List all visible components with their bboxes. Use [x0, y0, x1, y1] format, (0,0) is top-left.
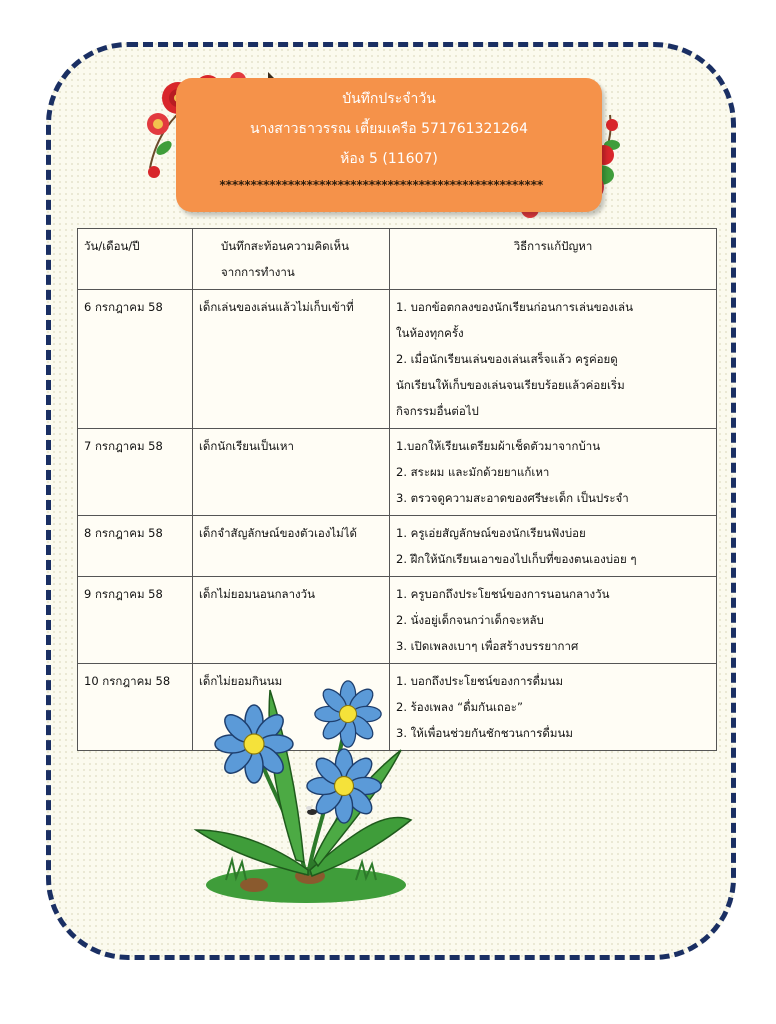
header-reflection-line2: จากการทำงาน — [221, 265, 295, 279]
row-date: 6 กรกฎาคม 58 — [78, 290, 193, 429]
solution-line: 3. ตรวจดูความสะอาดของศรีษะเด็ก เป็นประจำ — [396, 491, 629, 505]
header-solution: วิธีการแก้ปัญหา — [390, 229, 717, 290]
solution-line: 2. เมื่อนักเรียนเล่นของเล่นเสร็จแล้ว ครูค่อยดู — [396, 352, 618, 366]
header-date: วัน/เดือน/ปี — [78, 229, 193, 290]
blue-flowers-icon — [186, 680, 416, 910]
solution-line: 1. ครูเอ่ยสัญลักษณ์ของนักเรียนฟังบ่อย — [396, 526, 586, 540]
row-date: 8 กรกฎาคม 58 — [78, 516, 193, 577]
diary-title: บันทึกประจำวัน — [342, 91, 436, 107]
row-reflection: เด็กไม่ยอมกินนม — [193, 664, 390, 751]
row-reflection: เด็กไม่ยอมนอนกลางวัน — [193, 577, 390, 664]
row-solutions — [390, 664, 717, 751]
row-reflection: เด็กเล่นของเล่นแล้วไม่เก็บเข้าที่ — [193, 290, 390, 429]
solution-line: 1. บอกถึงประโยชน์ของการดื่มนม — [396, 674, 564, 688]
solution-line: 2. ร้องเพลง “ดื่มกันเถอะ” — [396, 700, 523, 714]
solution-line: 2. ฝึกให้นักเรียนเอาของไปเก็บที่ของตนเองบ่อย ๆ — [396, 552, 637, 566]
row-date: 7 กรกฎาคม 58 — [78, 429, 193, 516]
solution-line: 1. บอกข้อตกลงของนักเรียนก่อนการเล่นของเล่น — [396, 300, 633, 314]
room-line: ห้อง 5 (11607) — [340, 151, 438, 167]
solution-line: นักเรียนให้เก็บของเล่นจนเรียบร้อยแล้วค่อยเริ่ม — [396, 378, 625, 392]
row-date: 10 กรกฎาคม 58 — [78, 664, 193, 751]
solution-line: 1.บอกให้เรียนเตรียมผ้าเช็ดตัวมาจากบ้าน — [396, 439, 601, 453]
row-reflection: เด็กนักเรียนเป็นเหา — [193, 429, 390, 516]
solution-line: ในห้องทุกครั้ง — [396, 326, 464, 340]
solution-line: 2. นั่งอยู่เด็กจนกว่าเด็กจะหลับ — [396, 613, 544, 627]
table-row — [78, 290, 717, 429]
table-row — [78, 577, 717, 664]
solution-line: 1. ครูบอกถึงประโยชน์ของการนอนกลางวัน — [396, 587, 610, 601]
table-header-row — [78, 229, 717, 290]
row-solutions — [390, 429, 717, 516]
solution-line: 3. ให้เพื่อนช่วยกันชักชวนการดื่มนม — [396, 726, 573, 740]
table-row — [78, 429, 717, 516]
author-line: นางสาวธาวรรณ เตี้ยมเครือ 571761321264 — [249, 121, 528, 137]
header-reflection-line1: บันทึกสะท้อนความคิดเห็น — [221, 239, 349, 253]
table-row — [78, 516, 717, 577]
reflection-table — [77, 228, 717, 751]
row-solutions — [390, 516, 717, 577]
solution-line: กิจกรรมอื่นต่อไป — [396, 404, 479, 418]
star-divider: **************************************************** — [219, 178, 543, 192]
solution-line: 3. เปิดเพลงเบาๆ เพื่อสร้างบรรยากาศ — [396, 639, 579, 653]
row-solutions — [390, 577, 717, 664]
header-reflection — [193, 229, 390, 290]
row-date: 9 กรกฎาคม 58 — [78, 577, 193, 664]
solution-line: 2. สระผม และมักด้วยยาแก้เหา — [396, 465, 550, 479]
row-reflection: เด็กจำสัญลักษณ์ของตัวเองไม่ได้ — [193, 516, 390, 577]
header-card — [176, 78, 602, 212]
row-solutions — [390, 290, 717, 429]
